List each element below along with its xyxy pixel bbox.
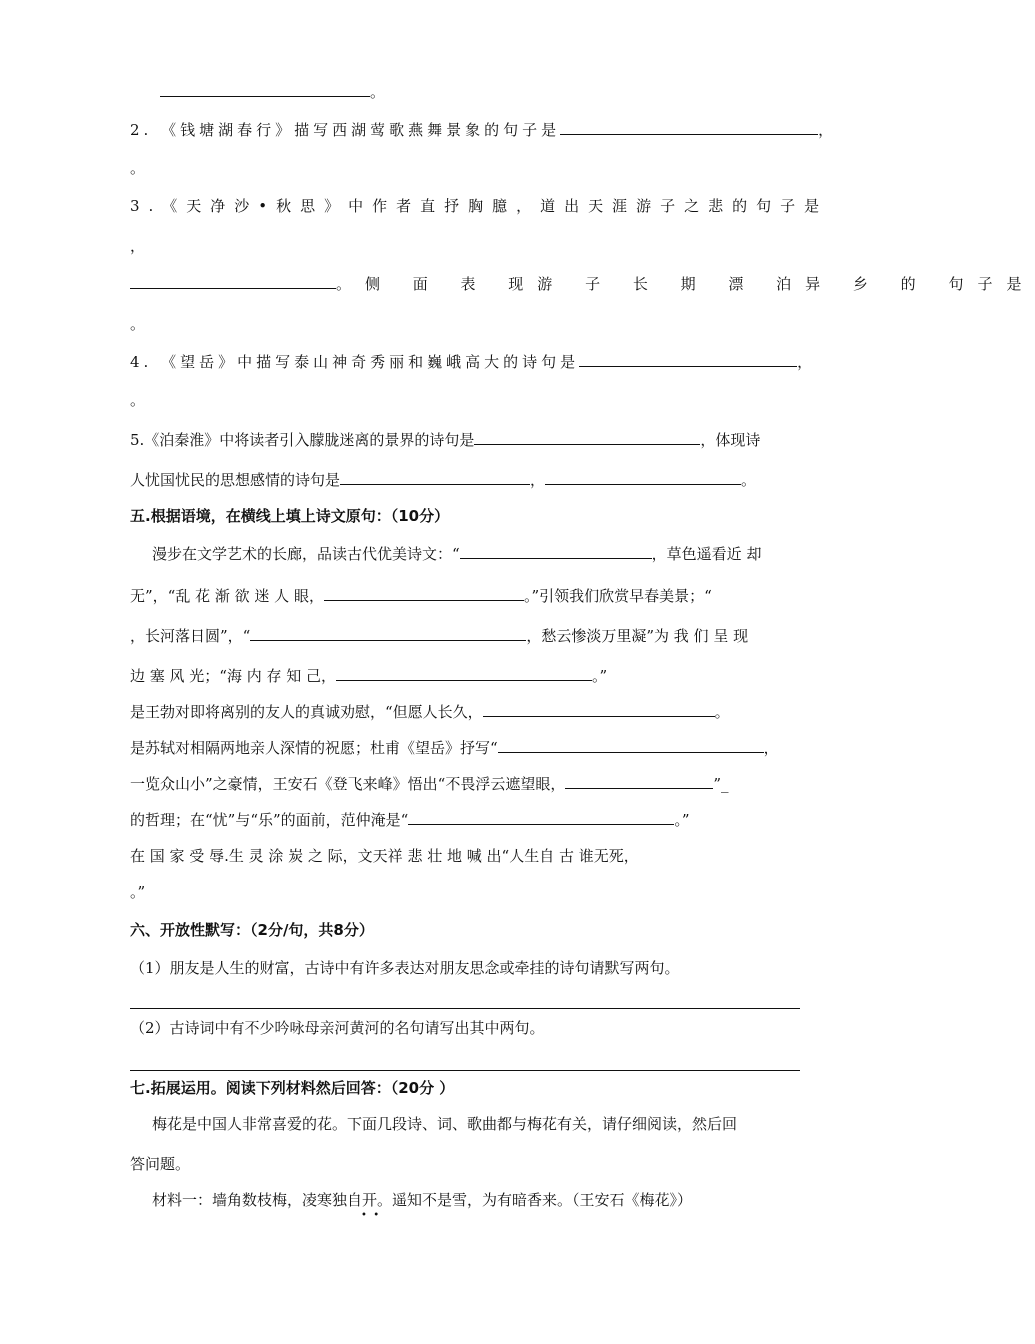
answer-blank[interactable] (408, 808, 674, 825)
section-5-line-8: 的哲理；在“忧”与“乐”的面前，范仲淹是“ 。” (130, 808, 690, 830)
answer-blank[interactable] (340, 468, 530, 485)
section-5-line-7: 一览众山小”之豪情，王安石《登飞来峰》悟出“不畏浮云遮望眼， ”_ (130, 772, 729, 794)
answer-blank[interactable] (460, 542, 652, 559)
question-3-cont: 。侧 面 表 现游 子 长 期 漂 泊异 乡 的 句子是 (130, 272, 1035, 294)
section-5-line-1: 漫步在文学艺术的长廊，品读古代优美诗文：“ ，草色遥看近 却 (152, 542, 761, 564)
question-3-end: 。 (130, 315, 146, 333)
answer-blank[interactable] (483, 700, 715, 717)
question-2: 2. 《钱塘湖春行》描写西湖莺歌燕舞景象的句子是 ， (130, 118, 837, 140)
question-4-cont: 。 (130, 391, 146, 409)
answer-blank[interactable] (324, 584, 524, 601)
section-7-paragraph: 梅花是中国人非常喜爱的花。下面几段诗、词、歌曲都与梅花有关，请仔细阅读，然后回 (152, 1115, 738, 1133)
answer-blank[interactable] (160, 80, 370, 97)
section-5-line-3: ，长河落日圆”，“ ，愁云惨淡万里凝”为 我 们 呈 现 (130, 624, 748, 646)
question-3-comma: ， (130, 237, 146, 255)
answer-blank[interactable] (474, 428, 700, 445)
answer-blank[interactable] (565, 772, 713, 789)
section-5-title: 五.根据语境，在横线上填上诗文原句：（10分） (130, 507, 450, 525)
answer-blank[interactable] (560, 118, 818, 135)
answer-blank[interactable] (250, 624, 526, 641)
question-4: 4. 《望岳》中描写泰山神奇秀丽和巍峨高大的诗句是 ， (130, 350, 816, 372)
answer-blank[interactable] (579, 350, 797, 367)
question-2-cont: 。 (130, 159, 146, 177)
answer-line[interactable] (130, 1070, 800, 1071)
section-7-paragraph-cont: 答问题。 (130, 1155, 191, 1173)
section-5-line-2: 无”，“乱 花 渐 欲 迷 人 眼， 。”引领我们欣赏早春美景；“ (130, 584, 712, 606)
answer-line[interactable] (130, 1008, 800, 1009)
section-5-line-4: 边 塞 风 光；“海 内 存 知 己， 。” (130, 664, 607, 686)
answer-blank[interactable] (545, 468, 741, 485)
section-7-title: 七.拓展运用。阅读下列材料然后回答：（20分 ） (130, 1079, 455, 1097)
answer-blank[interactable] (130, 272, 336, 289)
question-5: 5.《泊秦淮》中将读者引入朦胧迷离的景界的诗句是 ，体现诗 (130, 428, 760, 450)
section-5-line-5: 是王勃对即将离别的友人的真诚劝慰，“但愿人长久， 。 (130, 700, 730, 722)
section-6-question-2: （2）古诗词中有不少吟咏母亲河黄河的名句请写出其中两句。 (130, 1019, 545, 1037)
section-5-line-9: 在 国 家 受 辱.生 灵 涂 炭 之 际，文天祥 悲 壮 地 喊 出“人生自 古 谁无死， (130, 847, 639, 865)
question-5-cont: 人忧国忧民的思想感情的诗句是 ， 。 (130, 468, 756, 490)
section-5-line-6: 是苏轼对相隔两地亲人深情的祝愿；杜甫《望岳》抒写“ ， (130, 736, 779, 758)
line-1: 。 (160, 80, 385, 102)
section-5-line-10: 。” (130, 883, 146, 901)
section-6-title: 六、开放性默写：（2分/句，共8分） (130, 921, 374, 939)
material-1: 材料一：墙角数枝梅，凌寒独自开。遥知不是雪，为有暗香来。（王安石《梅花》） (152, 1191, 693, 1209)
question-3: 3.《天净沙•秋思》中作者直抒胸臆，道出天涯游子之悲的句子是 (130, 197, 829, 215)
emphasis-dots: • • (361, 1210, 380, 1221)
answer-blank[interactable] (498, 736, 764, 753)
section-6-question-1: （1）朋友是人生的财富，古诗中有许多表达对朋友思念或牵挂的诗句请默写两句。 (130, 959, 680, 977)
answer-blank[interactable] (336, 664, 592, 681)
